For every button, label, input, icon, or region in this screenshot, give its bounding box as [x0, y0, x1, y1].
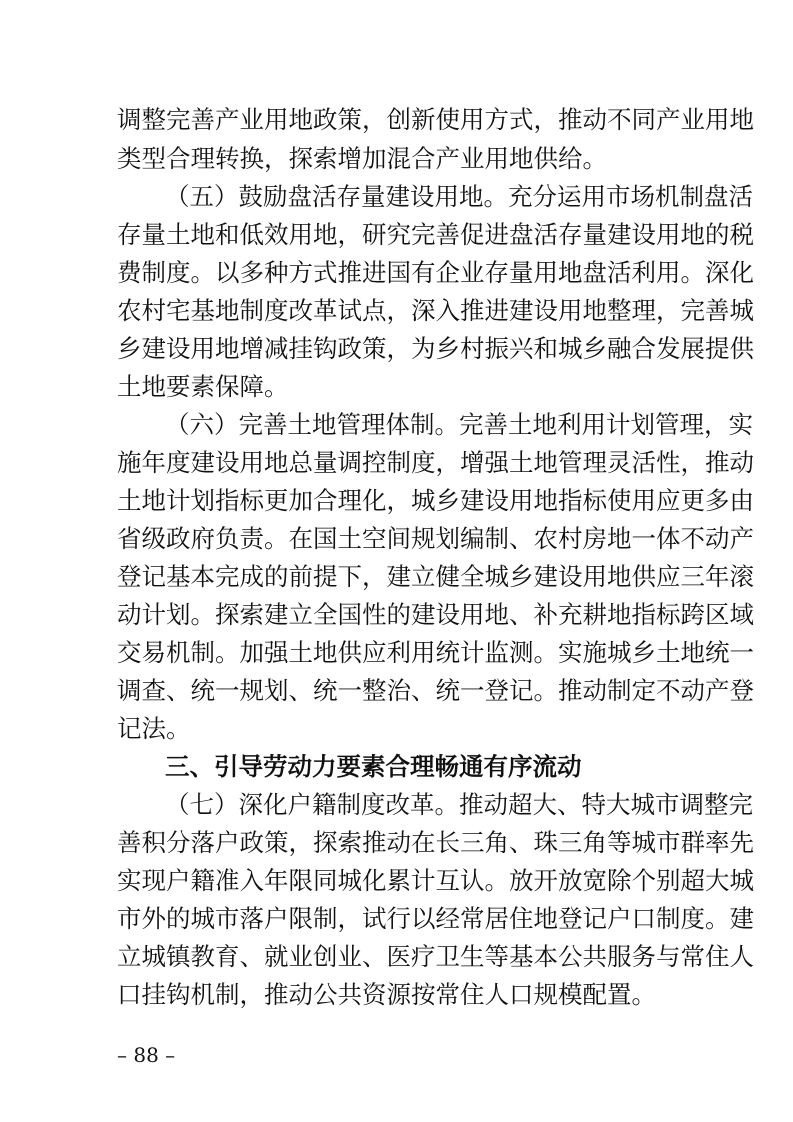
- body-line: 施年度建设用地总量调控制度，增强土地管理灵活性，推动: [117, 448, 754, 477]
- body-line: 善积分落户政策，探索推动在长三角、珠三角等城市群率先: [117, 828, 754, 857]
- body-line: 存量土地和低效用地，研究完善促进盘活存量建设用地的税: [117, 220, 754, 249]
- body-line: 记法。: [117, 714, 191, 743]
- section-heading: 三、引导劳动力要素合理畅通有序流动: [165, 752, 582, 781]
- body-line: 口挂钩机制，推动公共资源按常住人口规模配置。: [117, 980, 656, 1009]
- body-line: 费制度。以多种方式推进国有企业存量用地盘活利用。深化: [117, 258, 754, 287]
- body-text: 完善土地利用计划管理，实: [459, 410, 753, 439]
- subheading: （五）鼓励盘活存量建设用地。: [165, 182, 508, 211]
- body-line: 实现户籍准入年限同城化累计互认。放开放宽除个别超大城: [117, 866, 754, 895]
- body-line: 登记基本完成的前提下，建立健全城乡建设用地供应三年滚: [117, 562, 754, 591]
- body-line: 市外的城市落户限制，试行以经常居住地登记户口制度。建: [117, 904, 754, 933]
- paragraph-first-line: [165, 177, 753, 217]
- body-line: 动计划。探索建立全国性的建设用地、补充耕地指标跨区域: [117, 600, 754, 629]
- body-line: 土地要素保障。: [117, 372, 289, 401]
- body-line: 调查、统一规划、统一整治、统一登记。推动制定不动产登: [117, 676, 754, 705]
- subheading: （六）完善土地管理体制。: [165, 410, 459, 439]
- body-text: 充分运用市场机制盘活: [508, 182, 753, 211]
- subheading: （七）深化户籍制度改革。: [165, 790, 459, 819]
- body-line: 调整完善产业用地政策，创新使用方式，推动不同产业用地: [117, 105, 754, 134]
- body-line: 乡建设用地增减挂钩政策，为乡村振兴和城乡融合发展提供: [117, 334, 754, 363]
- body-line: 类型合理转换，探索增加混合产业用地供给。: [117, 144, 607, 173]
- body-line: 省级政府负责。在国土空间规划编制、农村房地一体不动产: [117, 524, 754, 553]
- body-line: 立城镇教育、就业创业、医疗卫生等基本公共服务与常住人: [117, 942, 754, 971]
- paragraph-first-line: [165, 405, 753, 445]
- body-line: 土地计划指标更加合理化，城乡建设用地指标使用应更多由: [117, 486, 754, 515]
- body-line: 交易机制。加强土地供应利用统计监测。实施城乡土地统一: [117, 638, 754, 667]
- paragraph-first-line: [165, 785, 753, 825]
- body-line: 农村宅基地制度改革试点，深入推进建设用地整理，完善城: [117, 296, 754, 325]
- page-number: – 88 –: [117, 1043, 176, 1067]
- body-text: 推动超大、特大城市调整完: [459, 790, 753, 819]
